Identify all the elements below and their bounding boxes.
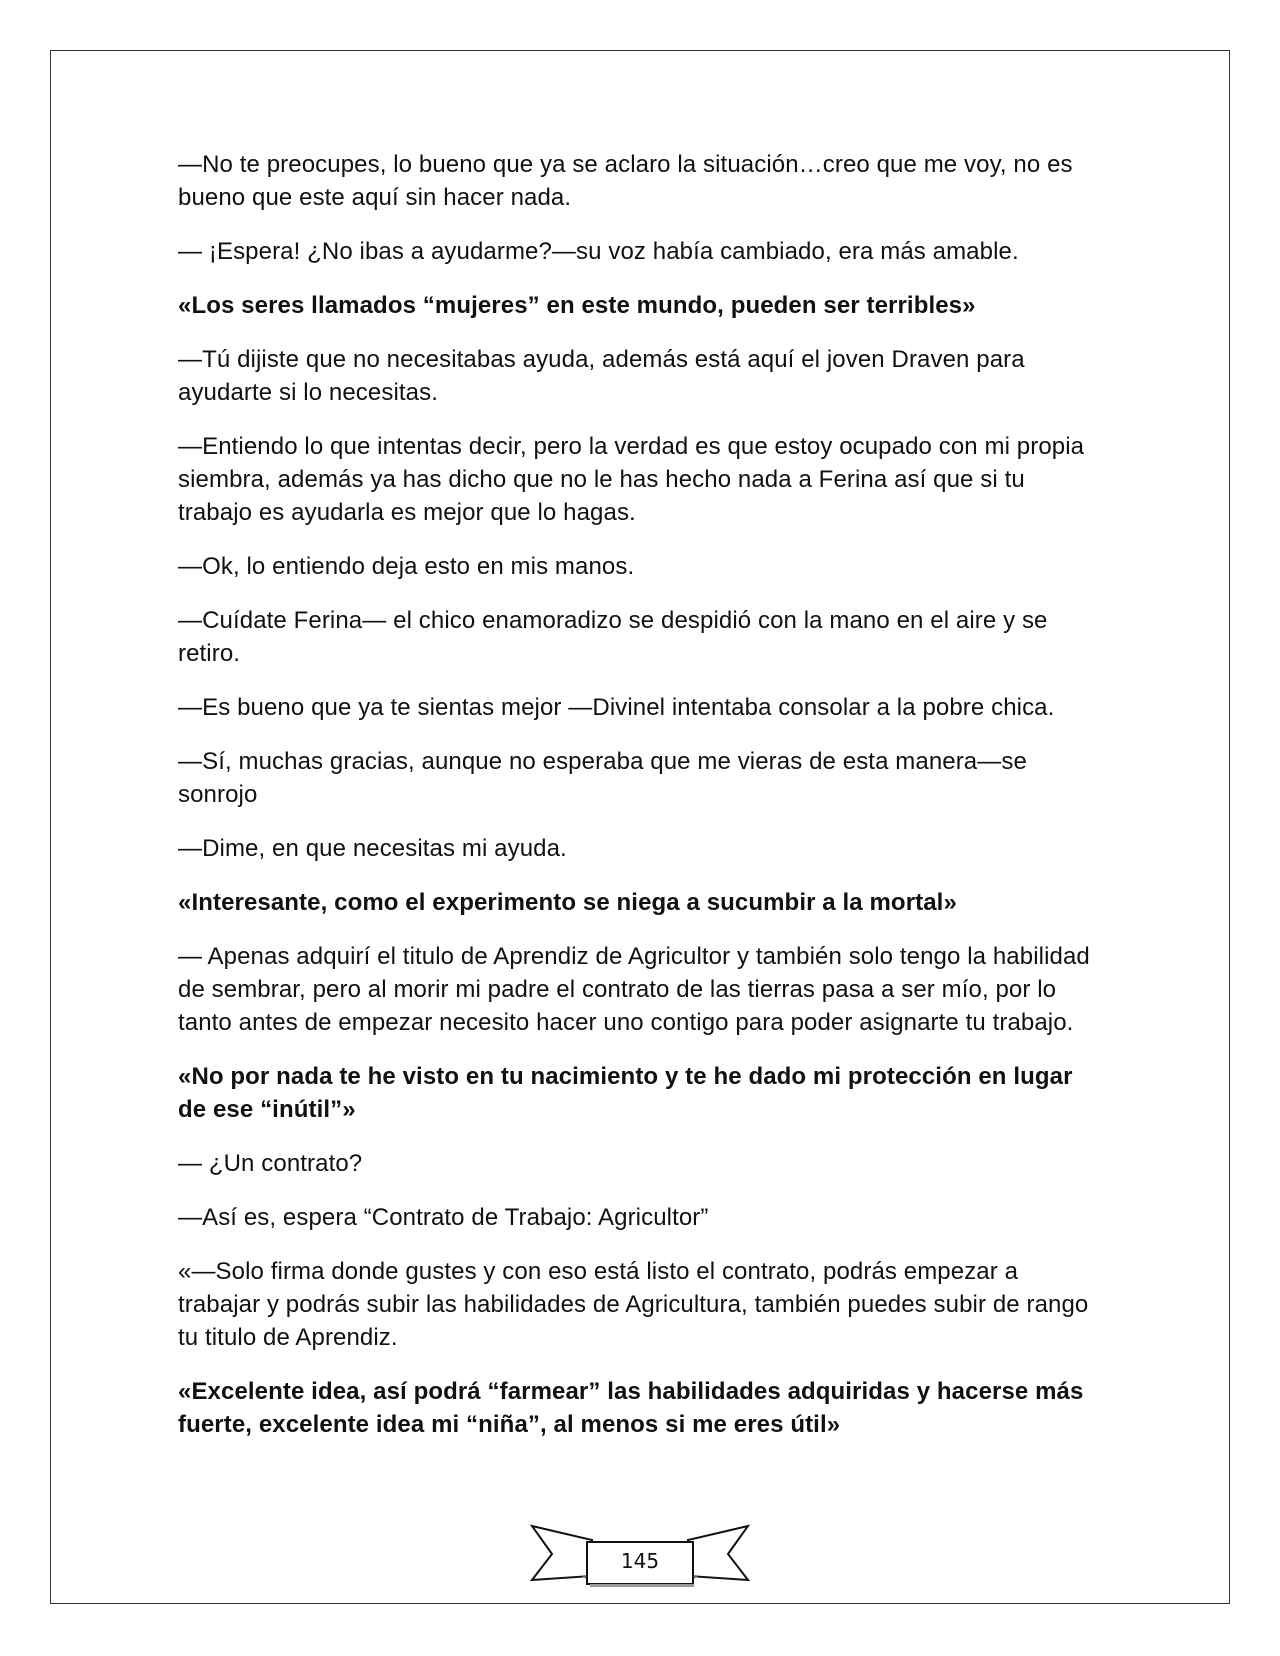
paragraph: «—Solo firma donde gustes y con eso está listo el contrato, podrás empezar a trabajar y podrás subir las habilidades de Agricultura, también puedes subir de rango tu titulo de Aprendiz. [178,1258,1089,1351]
narrator-thought: «No por nada te he visto en tu nacimiento y te he dado mi protección en lugar de ese “inútil”» [178,1063,1073,1123]
paragraph: —Tú dijiste que no necesitabas ayuda, además está aquí el joven Draven para ayudarte si lo necesitas. [178,346,1025,406]
paragraph: —Dime, en que necesitas mi ayuda. [178,835,567,862]
paragraph: — ¡Espera! ¿No ibas a ayudarme?—su voz había cambiado, era más amable. [178,238,1019,265]
book-page-body [178,148,1098,1462]
paragraph: — ¿Un contrato? [178,1150,363,1177]
paragraph: —Es bueno que ya te sientas mejor —Divinel intentaba consolar a la pobre chica. [178,694,1055,721]
page-number: 145 [620,1549,660,1573]
paragraph: —Ok, lo entiendo deja esto en mis manos. [178,553,635,580]
paragraph: —Sí, muchas gracias, aunque no esperaba que me vieras de esta manera—se sonrojo [178,748,1027,808]
paragraph: —Así es, espera “Contrato de Trabajo: Agricultor” [178,1204,709,1231]
narrator-thought: «Interesante, como el experimento se niega a sucumbir a la mortal» [178,889,957,916]
narrator-thought: «Los seres llamados “mujeres” en este mundo, pueden ser terribles» [178,292,976,319]
paragraph: —No te preocupes, lo bueno que ya se aclaro la situación…creo que me voy, no es bueno que este aquí sin hacer nada. [178,151,1073,211]
paragraph: —Cuídate Ferina— el chico enamoradizo se despidió con la mano en el aire y se retiro. [178,607,1048,667]
paragraph: —Entiendo lo que intentas decir, pero la verdad es que estoy ocupado con mi propia siembra, además ya has dicho que no le has hecho nada a Ferina así que si tu trabajo es ayudarla es mejor que lo hagas. [178,433,1085,526]
paragraph: — Apenas adquirí el titulo de Aprendiz de Agricultor y también solo tengo la habilidad de sembrar, pero al morir mi padre el contrato de las tierras pasa a ser mío, por lo tanto antes de empezar necesito hacer uno contigo para poder asignarte tu trabajo. [178,943,1090,1036]
narrator-thought: «Excelente idea, así podrá “farmear” las habilidades adquiridas y hacerse más fuerte, excelente idea mi “niña”, al menos si me eres útil» [178,1378,1084,1438]
